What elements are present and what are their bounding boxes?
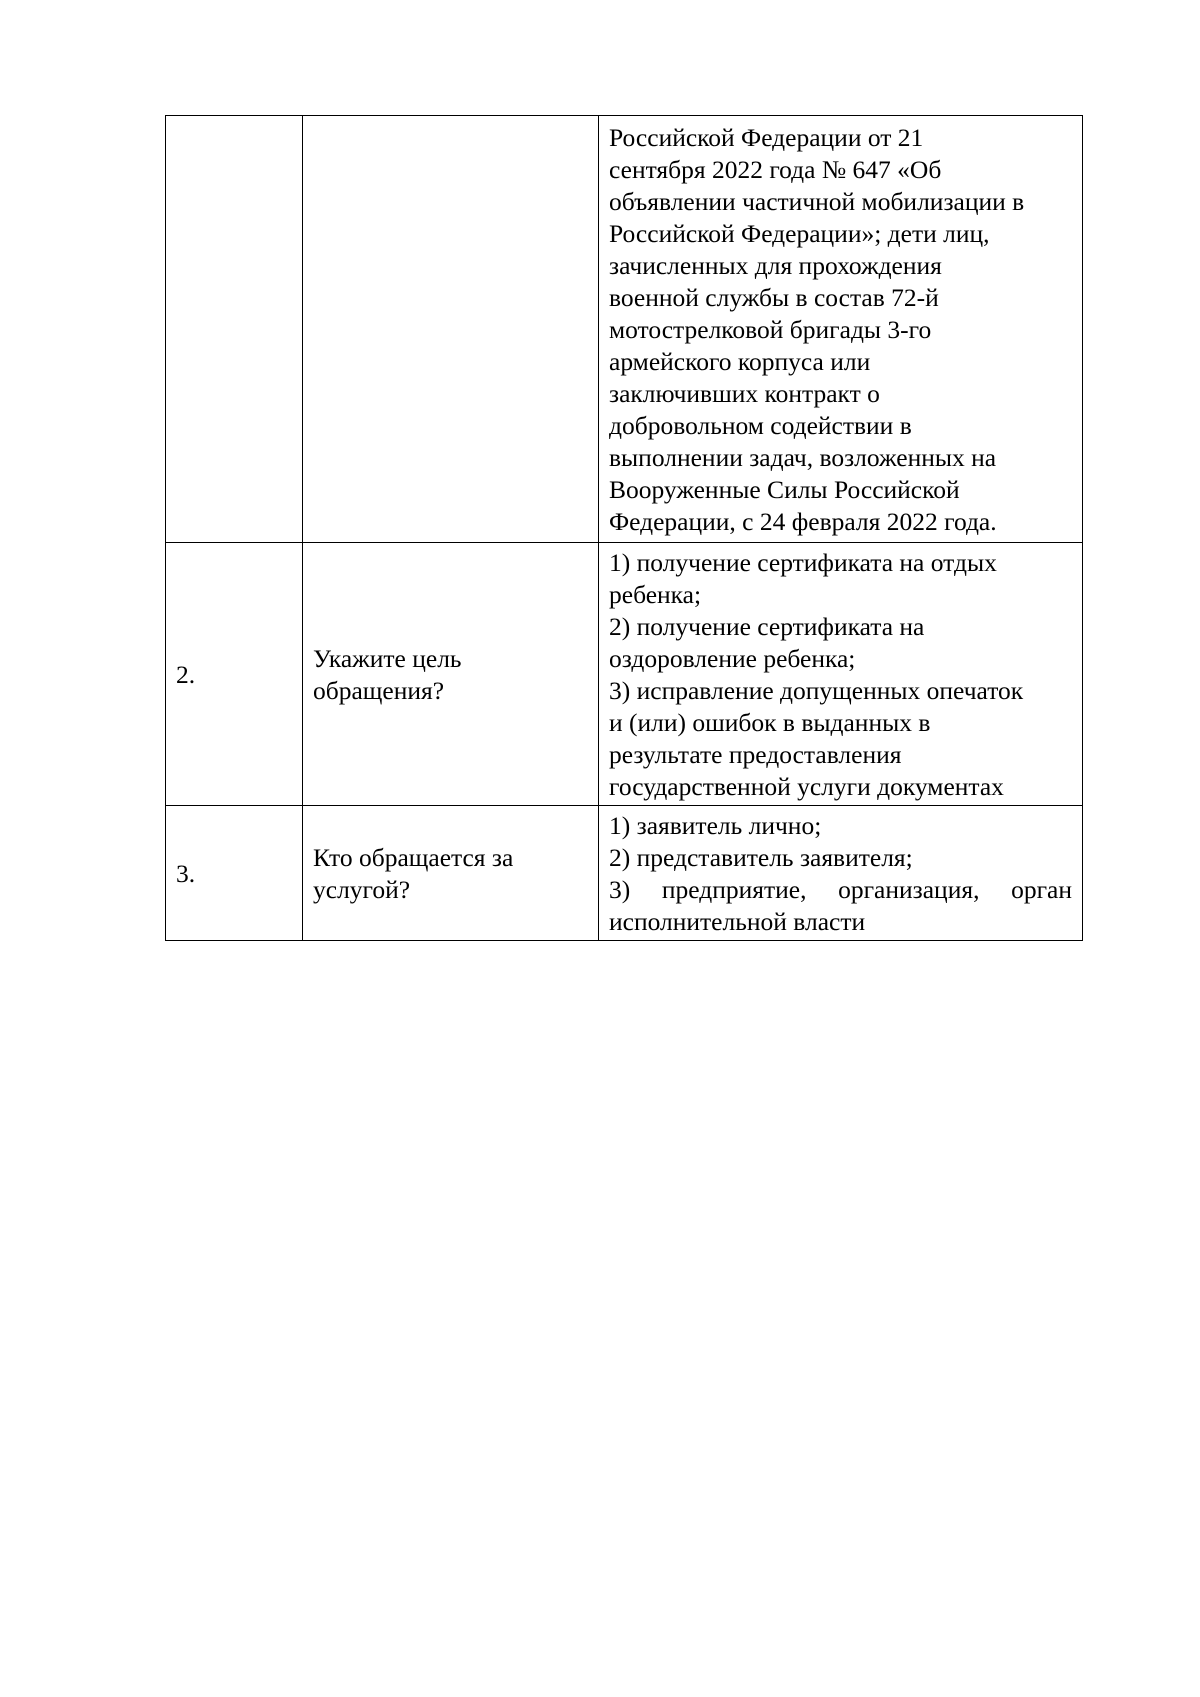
answer-line: результате предоставления <box>609 740 902 769</box>
answer-line: Российской Федерации»; дети лиц, <box>609 219 990 248</box>
answer-cell <box>599 806 1083 941</box>
answer-line: выполнении задач, возложенных на <box>609 443 997 472</box>
answer-line: оздоровление ребенка; <box>609 644 856 673</box>
table-row <box>166 543 1083 806</box>
question-cell <box>303 806 599 941</box>
answer-line: государственной услуги документах <box>609 772 1004 801</box>
answer-line: военной службы в состав 72-й <box>609 283 939 312</box>
row-number-cell: 3. <box>166 806 303 941</box>
answer-line: 3) предприятие, организация, орган <box>609 875 1072 904</box>
question-cell <box>303 116 599 543</box>
answer-line: мотострелковой бригады 3-го <box>609 315 932 344</box>
question-line: услугой? <box>313 875 411 904</box>
answer-cell <box>599 116 1083 543</box>
answer-line: объявлении частичной мобилизации в <box>609 187 1025 216</box>
table-row <box>166 116 1083 543</box>
answer-line: исполнительной власти <box>609 907 866 936</box>
answer-line: 3) исправление допущенных опечаток <box>609 676 1024 705</box>
answer-line: зачисленных для прохождения <box>609 251 942 280</box>
question-line: обращения? <box>313 676 445 705</box>
answer-line: сентября 2022 года № 647 «Об <box>609 155 942 184</box>
answer-line: добровольном содействии в <box>609 411 912 440</box>
answer-line: 1) заявитель лично; <box>609 811 822 840</box>
answer-line: армейского корпуса или <box>609 347 871 376</box>
question-line: Укажите цель <box>313 644 462 673</box>
row-number-cell: 2. <box>166 543 303 806</box>
row-number-cell <box>166 116 303 543</box>
answer-line: 1) получение сертификата на отдых <box>609 548 997 577</box>
answer-line: ребенка; <box>609 580 702 609</box>
answer-line: 2) представитель заявителя; <box>609 843 913 872</box>
table-row <box>166 806 1083 941</box>
answer-line: 2) получение сертификата на <box>609 612 925 641</box>
answer-line: заключивших контракт о <box>609 379 880 408</box>
answer-line: и (или) ошибок в выданных в <box>609 708 931 737</box>
question-line: Кто обращается за <box>313 843 514 872</box>
answer-cell <box>599 543 1083 806</box>
answer-line: Федерации, с 24 февраля 2022 года. <box>609 507 997 536</box>
answer-line: Вооруженные Силы Российской <box>609 475 960 504</box>
question-cell <box>303 543 599 806</box>
answer-line: Российской Федерации от 21 <box>609 123 924 152</box>
service-questions-table <box>165 115 1083 941</box>
